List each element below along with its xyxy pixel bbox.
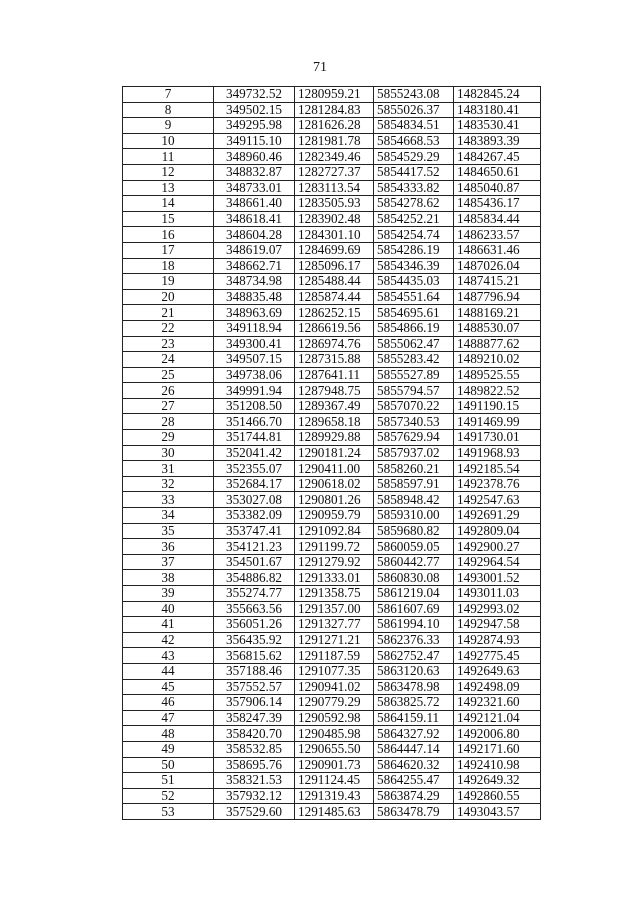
y2-value-cell: 1492121.04 (454, 710, 541, 726)
table-row (123, 305, 541, 321)
y2-value-cell: 1492321.60 (454, 695, 541, 711)
x-value-cell: 348604.28 (214, 227, 295, 243)
y-value-cell: 1291319.43 (295, 788, 374, 804)
table-row (123, 180, 541, 196)
y-value-cell: 1290655.50 (295, 741, 374, 757)
x-value-cell: 357552.57 (214, 679, 295, 695)
y2-value-cell: 1489525.55 (454, 367, 541, 383)
x-value-cell: 358532.85 (214, 741, 295, 757)
y-value-cell: 1290941.02 (295, 679, 374, 695)
y2-value-cell: 1492547.63 (454, 492, 541, 508)
y2-value-cell: 1491190.15 (454, 398, 541, 414)
y2-value-cell: 1488530.07 (454, 320, 541, 336)
y-value-cell: 1290592.98 (295, 710, 374, 726)
y-value-cell: 1291077.35 (295, 663, 374, 679)
x2-value-cell: 5861219.04 (374, 586, 454, 602)
x2-value-cell: 5854333.82 (374, 180, 454, 196)
x2-value-cell: 5854252.21 (374, 211, 454, 227)
y-value-cell: 1290618.02 (295, 476, 374, 492)
y2-value-cell: 1487796.94 (454, 289, 541, 305)
table-row (123, 242, 541, 258)
table-row (123, 87, 541, 103)
point-number-cell: 37 (123, 554, 214, 570)
table-row (123, 398, 541, 414)
x-value-cell: 352684.17 (214, 476, 295, 492)
y2-value-cell: 1492809.04 (454, 523, 541, 539)
point-number-cell: 44 (123, 663, 214, 679)
point-number-cell: 32 (123, 476, 214, 492)
table-row (123, 757, 541, 773)
point-number-cell: 28 (123, 414, 214, 430)
table-row (123, 352, 541, 368)
y2-value-cell: 1484650.61 (454, 164, 541, 180)
point-number-cell: 11 (123, 149, 214, 165)
y-value-cell: 1283113.54 (295, 180, 374, 196)
point-number-cell: 34 (123, 508, 214, 524)
x-value-cell: 357932.12 (214, 788, 295, 804)
y-value-cell: 1284699.69 (295, 242, 374, 258)
coordinates-table (122, 86, 541, 820)
x2-value-cell: 5855283.42 (374, 352, 454, 368)
table-row (123, 149, 541, 165)
x-value-cell: 349732.52 (214, 87, 295, 103)
x-value-cell: 351744.81 (214, 430, 295, 446)
y-value-cell: 1291187.59 (295, 648, 374, 664)
y-value-cell: 1283902.48 (295, 211, 374, 227)
y2-value-cell: 1492006.80 (454, 726, 541, 742)
point-number-cell: 43 (123, 648, 214, 664)
x-value-cell: 349507.15 (214, 352, 295, 368)
x-value-cell: 348733.01 (214, 180, 295, 196)
x-value-cell: 349502.15 (214, 102, 295, 118)
y-value-cell: 1286252.15 (295, 305, 374, 321)
point-number-cell: 40 (123, 601, 214, 617)
point-number-cell: 38 (123, 570, 214, 586)
y2-value-cell: 1483893.39 (454, 133, 541, 149)
x-value-cell: 355274.77 (214, 586, 295, 602)
x2-value-cell: 5854254.74 (374, 227, 454, 243)
point-number-cell: 14 (123, 196, 214, 212)
table-row (123, 118, 541, 134)
point-number-cell: 31 (123, 461, 214, 477)
x2-value-cell: 5864447.14 (374, 741, 454, 757)
point-number-cell: 42 (123, 632, 214, 648)
table-row (123, 367, 541, 383)
x2-value-cell: 5854695.61 (374, 305, 454, 321)
x-value-cell: 354886.82 (214, 570, 295, 586)
x2-value-cell: 5863874.29 (374, 788, 454, 804)
x2-value-cell: 5855062.47 (374, 336, 454, 352)
table-row (123, 632, 541, 648)
table-row (123, 227, 541, 243)
y-value-cell: 1291092.84 (295, 523, 374, 539)
x-value-cell: 358420.70 (214, 726, 295, 742)
y2-value-cell: 1486631.46 (454, 242, 541, 258)
x-value-cell: 353382.09 (214, 508, 295, 524)
y-value-cell: 1281284.83 (295, 102, 374, 118)
y-value-cell: 1291327.77 (295, 617, 374, 633)
point-number-cell: 23 (123, 336, 214, 352)
coordinates-table-body (123, 87, 541, 820)
point-number-cell: 33 (123, 492, 214, 508)
x2-value-cell: 5857937.02 (374, 445, 454, 461)
y2-value-cell: 1493043.57 (454, 804, 541, 820)
point-number-cell: 20 (123, 289, 214, 305)
y2-value-cell: 1492498.09 (454, 679, 541, 695)
x2-value-cell: 5854668.53 (374, 133, 454, 149)
y-value-cell: 1286619.56 (295, 320, 374, 336)
y2-value-cell: 1492410.98 (454, 757, 541, 773)
x-value-cell: 348619.07 (214, 242, 295, 258)
y2-value-cell: 1488877.62 (454, 336, 541, 352)
y2-value-cell: 1493011.03 (454, 586, 541, 602)
y2-value-cell: 1491730.01 (454, 430, 541, 446)
table-row (123, 741, 541, 757)
x-value-cell: 348734.98 (214, 274, 295, 290)
table-row (123, 492, 541, 508)
y-value-cell: 1290959.79 (295, 508, 374, 524)
point-number-cell: 29 (123, 430, 214, 446)
y-value-cell: 1282349.46 (295, 149, 374, 165)
point-number-cell: 21 (123, 305, 214, 321)
y2-value-cell: 1492649.32 (454, 773, 541, 789)
x2-value-cell: 5859310.00 (374, 508, 454, 524)
table-row (123, 133, 541, 149)
x2-value-cell: 5863825.72 (374, 695, 454, 711)
table-row (123, 336, 541, 352)
x2-value-cell: 5860830.08 (374, 570, 454, 586)
x-value-cell: 349991.94 (214, 383, 295, 399)
point-number-cell: 45 (123, 679, 214, 695)
x2-value-cell: 5857070.22 (374, 398, 454, 414)
table-row (123, 617, 541, 633)
y-value-cell: 1289929.88 (295, 430, 374, 446)
point-number-cell: 13 (123, 180, 214, 196)
table-row (123, 196, 541, 212)
point-number-cell: 27 (123, 398, 214, 414)
table-row (123, 554, 541, 570)
y-value-cell: 1285874.44 (295, 289, 374, 305)
y-value-cell: 1285488.44 (295, 274, 374, 290)
table-row (123, 586, 541, 602)
x2-value-cell: 5857629.94 (374, 430, 454, 446)
x-value-cell: 349295.98 (214, 118, 295, 134)
x2-value-cell: 5859680.82 (374, 523, 454, 539)
point-number-cell: 53 (123, 804, 214, 820)
table-row (123, 539, 541, 555)
y-value-cell: 1283505.93 (295, 196, 374, 212)
x-value-cell: 348618.41 (214, 211, 295, 227)
y-value-cell: 1281626.28 (295, 118, 374, 134)
y2-value-cell: 1492947.58 (454, 617, 541, 633)
x2-value-cell: 5864159.11 (374, 710, 454, 726)
point-number-cell: 22 (123, 320, 214, 336)
y2-value-cell: 1489210.02 (454, 352, 541, 368)
x-value-cell: 348835.48 (214, 289, 295, 305)
y2-value-cell: 1492171.60 (454, 741, 541, 757)
table-row (123, 320, 541, 336)
point-number-cell: 49 (123, 741, 214, 757)
x2-value-cell: 5854834.51 (374, 118, 454, 134)
table-row (123, 102, 541, 118)
x2-value-cell: 5861994.10 (374, 617, 454, 633)
table-row (123, 476, 541, 492)
point-number-cell: 26 (123, 383, 214, 399)
x2-value-cell: 5854551.64 (374, 289, 454, 305)
point-number-cell: 52 (123, 788, 214, 804)
y2-value-cell: 1492775.45 (454, 648, 541, 664)
x2-value-cell: 5862752.47 (374, 648, 454, 664)
y2-value-cell: 1492185.54 (454, 461, 541, 477)
y2-value-cell: 1488169.21 (454, 305, 541, 321)
point-number-cell: 19 (123, 274, 214, 290)
x-value-cell: 353027.08 (214, 492, 295, 508)
y2-value-cell: 1493001.52 (454, 570, 541, 586)
point-number-cell: 16 (123, 227, 214, 243)
table-row (123, 710, 541, 726)
table-row (123, 601, 541, 617)
point-number-cell: 51 (123, 773, 214, 789)
y-value-cell: 1291124.45 (295, 773, 374, 789)
x2-value-cell: 5864620.32 (374, 757, 454, 773)
table-row (123, 773, 541, 789)
x-value-cell: 349118.94 (214, 320, 295, 336)
x-value-cell: 357906.14 (214, 695, 295, 711)
table-row (123, 274, 541, 290)
x-value-cell: 358247.39 (214, 710, 295, 726)
x-value-cell: 351208.50 (214, 398, 295, 414)
point-number-cell: 8 (123, 102, 214, 118)
x-value-cell: 348963.69 (214, 305, 295, 321)
point-number-cell: 15 (123, 211, 214, 227)
point-number-cell: 30 (123, 445, 214, 461)
x-value-cell: 356435.92 (214, 632, 295, 648)
x-value-cell: 354501.67 (214, 554, 295, 570)
y-value-cell: 1291279.92 (295, 554, 374, 570)
x-value-cell: 355663.56 (214, 601, 295, 617)
point-number-cell: 17 (123, 242, 214, 258)
x-value-cell: 356051.26 (214, 617, 295, 633)
point-number-cell: 24 (123, 352, 214, 368)
x-value-cell: 349300.41 (214, 336, 295, 352)
x-value-cell: 358321.53 (214, 773, 295, 789)
y-value-cell: 1287948.75 (295, 383, 374, 399)
x2-value-cell: 5855243.08 (374, 87, 454, 103)
y2-value-cell: 1483180.41 (454, 102, 541, 118)
table-row (123, 258, 541, 274)
y2-value-cell: 1492874.93 (454, 632, 541, 648)
y2-value-cell: 1485436.17 (454, 196, 541, 212)
table-row (123, 289, 541, 305)
y2-value-cell: 1492691.29 (454, 508, 541, 524)
table-row (123, 570, 541, 586)
x2-value-cell: 5863478.79 (374, 804, 454, 820)
y2-value-cell: 1492860.55 (454, 788, 541, 804)
y2-value-cell: 1484267.45 (454, 149, 541, 165)
x-value-cell: 352041.42 (214, 445, 295, 461)
y-value-cell: 1284301.10 (295, 227, 374, 243)
y2-value-cell: 1487415.21 (454, 274, 541, 290)
x2-value-cell: 5855794.57 (374, 383, 454, 399)
y-value-cell: 1286974.76 (295, 336, 374, 352)
y2-value-cell: 1489822.52 (454, 383, 541, 399)
y2-value-cell: 1492964.54 (454, 554, 541, 570)
x-value-cell: 358695.76 (214, 757, 295, 773)
y2-value-cell: 1491968.93 (454, 445, 541, 461)
x2-value-cell: 5857340.53 (374, 414, 454, 430)
x2-value-cell: 5854286.19 (374, 242, 454, 258)
page-number: 71 (313, 60, 327, 75)
y-value-cell: 1287315.88 (295, 352, 374, 368)
y-value-cell: 1291485.63 (295, 804, 374, 820)
x-value-cell: 353747.41 (214, 523, 295, 539)
y-value-cell: 1291271.21 (295, 632, 374, 648)
x-value-cell: 349115.10 (214, 133, 295, 149)
y2-value-cell: 1487026.04 (454, 258, 541, 274)
y2-value-cell: 1492900.27 (454, 539, 541, 555)
point-number-cell: 47 (123, 710, 214, 726)
y2-value-cell: 1483530.41 (454, 118, 541, 134)
x2-value-cell: 5855527.89 (374, 367, 454, 383)
y-value-cell: 1291358.75 (295, 586, 374, 602)
table-row (123, 523, 541, 539)
y-value-cell: 1290779.29 (295, 695, 374, 711)
y2-value-cell: 1491469.99 (454, 414, 541, 430)
x-value-cell: 352355.07 (214, 461, 295, 477)
point-number-cell: 46 (123, 695, 214, 711)
table-row (123, 430, 541, 446)
x-value-cell: 348960.46 (214, 149, 295, 165)
point-number-cell: 39 (123, 586, 214, 602)
y2-value-cell: 1482845.24 (454, 87, 541, 103)
point-number-cell: 50 (123, 757, 214, 773)
x-value-cell: 348661.40 (214, 196, 295, 212)
table-row (123, 461, 541, 477)
x2-value-cell: 5858948.42 (374, 492, 454, 508)
x2-value-cell: 5854278.62 (374, 196, 454, 212)
y2-value-cell: 1492649.63 (454, 663, 541, 679)
y-value-cell: 1290181.24 (295, 445, 374, 461)
x2-value-cell: 5860059.05 (374, 539, 454, 555)
table-row (123, 211, 541, 227)
point-number-cell: 48 (123, 726, 214, 742)
y-value-cell: 1280959.21 (295, 87, 374, 103)
table-row (123, 726, 541, 742)
x2-value-cell: 5858597.91 (374, 476, 454, 492)
table-row (123, 804, 541, 820)
table-row (123, 414, 541, 430)
x-value-cell: 357188.46 (214, 663, 295, 679)
table-row (123, 383, 541, 399)
point-number-cell: 12 (123, 164, 214, 180)
point-number-cell: 10 (123, 133, 214, 149)
x2-value-cell: 5855026.37 (374, 102, 454, 118)
x2-value-cell: 5860442.77 (374, 554, 454, 570)
x2-value-cell: 5854435.03 (374, 274, 454, 290)
y2-value-cell: 1492993.02 (454, 601, 541, 617)
x2-value-cell: 5854529.29 (374, 149, 454, 165)
x2-value-cell: 5858260.21 (374, 461, 454, 477)
y-value-cell: 1291333.01 (295, 570, 374, 586)
y-value-cell: 1290411.00 (295, 461, 374, 477)
y-value-cell: 1287641.11 (295, 367, 374, 383)
x2-value-cell: 5861607.69 (374, 601, 454, 617)
point-number-cell: 18 (123, 258, 214, 274)
x2-value-cell: 5863120.63 (374, 663, 454, 679)
y2-value-cell: 1485040.87 (454, 180, 541, 196)
y2-value-cell: 1486233.57 (454, 227, 541, 243)
y-value-cell: 1281981.78 (295, 133, 374, 149)
y2-value-cell: 1492378.76 (454, 476, 541, 492)
y2-value-cell: 1485834.44 (454, 211, 541, 227)
y-value-cell: 1290901.73 (295, 757, 374, 773)
y-value-cell: 1282727.37 (295, 164, 374, 180)
table-row (123, 663, 541, 679)
y-value-cell: 1290485.98 (295, 726, 374, 742)
y-value-cell: 1290801.26 (295, 492, 374, 508)
y-value-cell: 1289658.18 (295, 414, 374, 430)
x-value-cell: 351466.70 (214, 414, 295, 430)
y-value-cell: 1289367.49 (295, 398, 374, 414)
x2-value-cell: 5854417.52 (374, 164, 454, 180)
x-value-cell: 356815.62 (214, 648, 295, 664)
x2-value-cell: 5864255.47 (374, 773, 454, 789)
x-value-cell: 357529.60 (214, 804, 295, 820)
point-number-cell: 7 (123, 87, 214, 103)
point-number-cell: 25 (123, 367, 214, 383)
x-value-cell: 348662.71 (214, 258, 295, 274)
table-row (123, 648, 541, 664)
x-value-cell: 348832.87 (214, 164, 295, 180)
y-value-cell: 1291357.00 (295, 601, 374, 617)
x2-value-cell: 5864327.92 (374, 726, 454, 742)
table-row (123, 445, 541, 461)
x2-value-cell: 5854346.39 (374, 258, 454, 274)
table-row (123, 679, 541, 695)
y-value-cell: 1285096.17 (295, 258, 374, 274)
x2-value-cell: 5863478.98 (374, 679, 454, 695)
y-value-cell: 1291199.72 (295, 539, 374, 555)
x-value-cell: 354121.23 (214, 539, 295, 555)
point-number-cell: 9 (123, 118, 214, 134)
point-number-cell: 41 (123, 617, 214, 633)
point-number-cell: 35 (123, 523, 214, 539)
x2-value-cell: 5862376.33 (374, 632, 454, 648)
point-number-cell: 36 (123, 539, 214, 555)
table-row (123, 508, 541, 524)
table-row (123, 164, 541, 180)
table-row (123, 788, 541, 804)
x2-value-cell: 5854866.19 (374, 320, 454, 336)
table-row (123, 695, 541, 711)
x-value-cell: 349738.06 (214, 367, 295, 383)
